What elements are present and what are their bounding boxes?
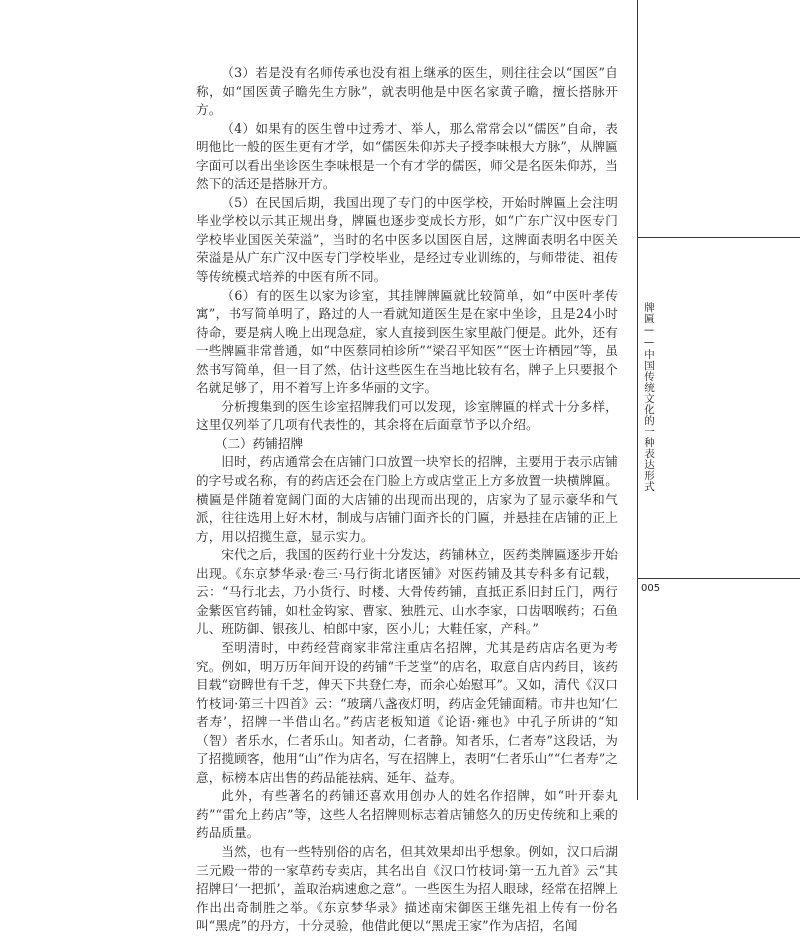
margin-rule-vertical (637, 0, 638, 800)
margin-rule-bottom (637, 578, 800, 579)
paragraph: （4）如果有的医生曾中过秀才、举人，那么常常会以“儒医”自命，表明他比一般的医生更有才学，如“儒医朱仰苏夫子授李味根大方脉”，从牌匾字面可以看出坐诊医生李味根是一个有才学的儒医，师父是名医朱仰苏，当然下的活还是搭脉开方。 (196, 120, 618, 192)
running-header-title: 牌匾——中国传统文化的一种表达形式 (643, 302, 655, 492)
paragraph: 旧时，药店通常会在店铺门口放置一块窄长的招牌，主要用于表示店铺的字号或名称，有的药店还会在门脸上方或店堂正上方多放置一块横牌匾。横匾是伴随着宽阔门面的大店铺的出现而出现的，店家为了显示豪华和气派，往往选用上好木材，制成与店铺门面齐长的门匾，并悬挂在店铺的正上方，用以招揽生意，显示实力。 (196, 454, 618, 544)
paragraph: 分析搜集到的医生诊室招牌我们可以发现，诊室牌匾的样式十分多样，这里仅列举了几项有代表性的，其余将在后面章节予以介绍。 (196, 398, 618, 433)
paragraph: 至明清时，中药经营商家非常注重店名招牌，尤其是药店店名更为考究。例如，明万历年间开设的药铺“千芝堂”的店名，取意自店内药目，该药目载“窃睥世有千芝，俾天下共登仁寿，而余心始慰耳”。又如，清代《汉口竹枝词·第三十四首》云：“玻璃八盏夜灯明，药店金凭铺面精。市井也知‘仁者寿’，招牌一半借山名。”药店老板知道《论语·雍也》中孔子所讲的“知（智）者乐水，仁者乐山。知者动，仁者静。知者乐，仁者寿”这段话，为了招揽顾客，他用“山”作为店名，写在招牌上，表明“仁者乐山”“仁者寿”之意，标榜本店出售的药品能祛病、延年、益寿。 (196, 639, 618, 785)
body-text (196, 64, 618, 936)
paragraph: （3）若是没有名师传承也没有祖上继承的医生，则往往会以“国医”自称，如“国医黄子瞻先生方脉”，就表明他是中医名家黄子瞻，擅长搭脉开方。 (196, 65, 618, 118)
margin-rule-top (637, 237, 800, 238)
paragraph: 当然，也有一些特别俗的店名，但其效果却出乎想象。例如，汉口后湖三元殿一带的一家草药专卖店，其名出自《汉口竹枝词·第一五九首》云“其招牌曰‘一把抓’，盖取治病速愈之意”。一些医生为招人眼球，经常在招牌上作出出奇制胜之举。《东京梦华录》描述南宋御医王继先祖上传有一份名叫“黑虎”的丹方，十分灵验，他借此便以“黑虎王家”作为店招，名闻 (196, 843, 618, 934)
paragraph: 宋代之后，我国的医药行业十分发达，药铺林立，医药类牌匾逐步开始出现。《东京梦华录·卷三·马行街北诸医铺》对医药铺及其专科多有记载，云：“马行北去，乃小货行、时楼、大骨传药铺，直抵正系旧封丘门，两行金紫医官药铺，如杜金钩家、曹家、独胜元、山水李家，口齿咽喉药；石鱼儿、班防御、银孩儿、柏郎中家，医小儿；大鞋任家，产科。” (196, 547, 618, 637)
page-number: 005 (641, 583, 661, 594)
paragraph: 此外，有些著名的药铺还喜欢用创办人的姓名作招牌，如“叶开泰丸药”“雷允上药店”等，这些人名招牌则标志着店铺悠久的历史传统和上乘的药品质量。 (196, 788, 618, 841)
section-heading: （二）药铺招牌 (214, 435, 304, 451)
paragraph: （5）在民国后期，我国出现了专门的中医学校，开始时牌匾上会注明毕业学校以示其正规出身，牌匾也逐步变成长方形，如“广东广汉中医专门学校毕业国医关荣溢”，当时的名中医多以国医自居，这牌面表明名中医关荣溢是从广东广汉中医专门学校毕业，是经过专业训练的，与师带徒、祖传等传统模式培养的中医有所不同。 (196, 194, 618, 285)
paragraph: （6）有的医生以家为诊室，其挂牌牌匾就比较简单，如“中医叶孝传寓”，书写简单明了，路过的人一看就知道医生是在家中坐诊，且是24小时待命，要是病人晚上出现急症，家人直接到医生家里敲门便是。此外，还有一些牌匾非常普通，如“中医蔡同柏诊所”“梁召平知医”“医士许栖园”等，虽然书写简单，但一目了然，估计这些医生在当地比较有名，牌子上只要报个名就足够了，用不着写上许多华丽的文字。 (196, 287, 618, 396)
